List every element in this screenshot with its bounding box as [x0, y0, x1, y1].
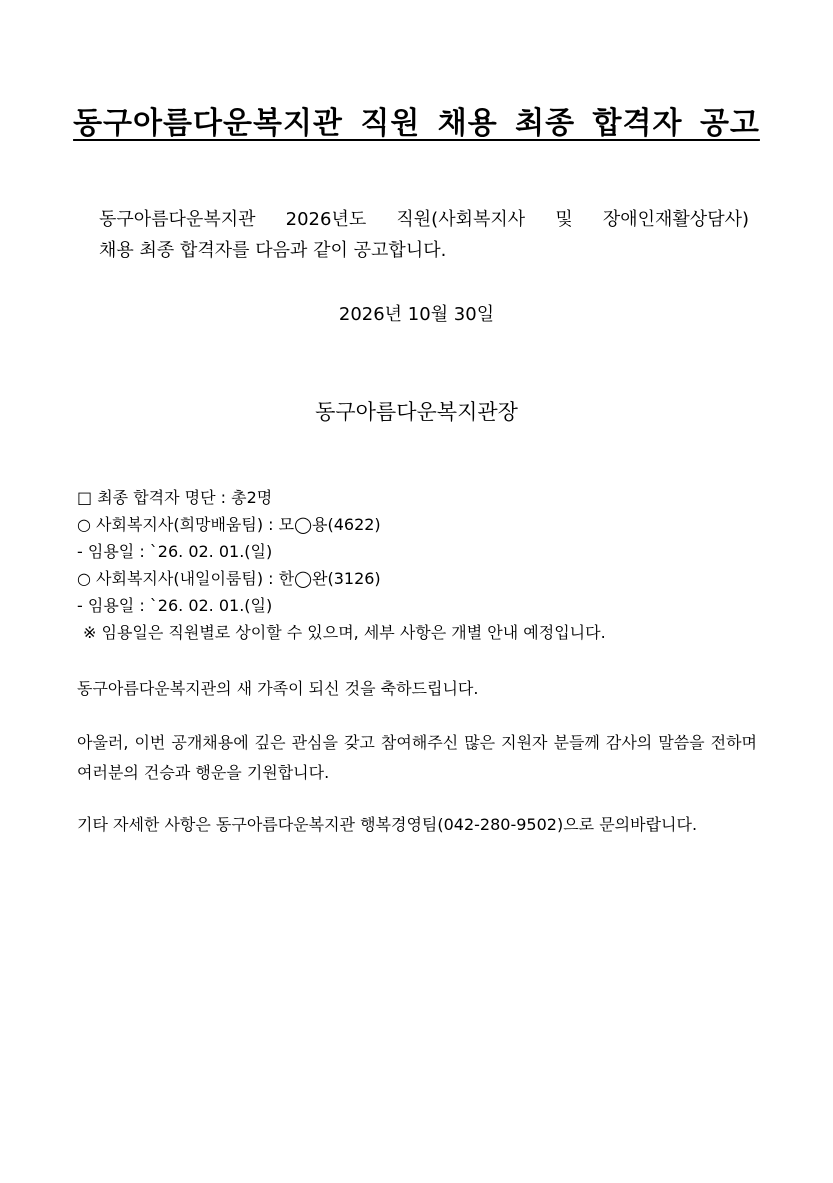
intro-line-2: 채용 최종 합격자를 다음과 같이 공고합니다. — [99, 240, 447, 261]
intro-paragraph — [99, 204, 749, 266]
thanks-paragraph: 아울러, 이번 공개채용에 깊은 관심을 갖고 참여해주신 많은 지원자 분들께 감사의 말씀을 전하며 여러분의 건승과 행운을 기원합니다. — [77, 733, 757, 782]
list-item-candidate-2: ○ 사회복지사(내일이룸팀) : 한◯완(3126) — [77, 569, 381, 588]
contact-paragraph: 기타 자세한 사항은 동구아름다운복지관 행복경영팀(042-280-9502)으로 문의바랍니다. — [77, 815, 698, 834]
signature: 동구아름다운복지관장 — [315, 400, 518, 424]
list-item-candidate-1: ○ 사회복지사(희망배움팀) : 모◯용(4622) — [77, 515, 381, 534]
announcement-date: 2026년 10월 30일 — [338, 304, 495, 325]
list-note: ※ 임용일은 직원별로 상이할 수 있으며, 세부 사항은 개별 안내 예정입니다. — [83, 623, 606, 642]
intro-line-1: 동구아름다운복지관 2026년도 직원(사회복지사 및 장애인재활상담사) — [99, 209, 749, 230]
successful-candidates-list — [77, 484, 767, 646]
list-item-appointment-date-2: - 임용일 : `26. 02. 01.(일) — [77, 596, 273, 615]
document-title-text: 동구아름다운복지관 직원 채용 최종 합격자 공고 — [73, 106, 760, 141]
document-title — [0, 102, 833, 146]
list-heading: □ 최종 합격자 명단 : 총2명 — [77, 488, 273, 507]
congratulation-paragraph: 동구아름다운복지관의 새 가족이 되신 것을 축하드립니다. — [77, 679, 479, 698]
list-item-appointment-date-1: - 임용일 : `26. 02. 01.(일) — [77, 542, 273, 561]
